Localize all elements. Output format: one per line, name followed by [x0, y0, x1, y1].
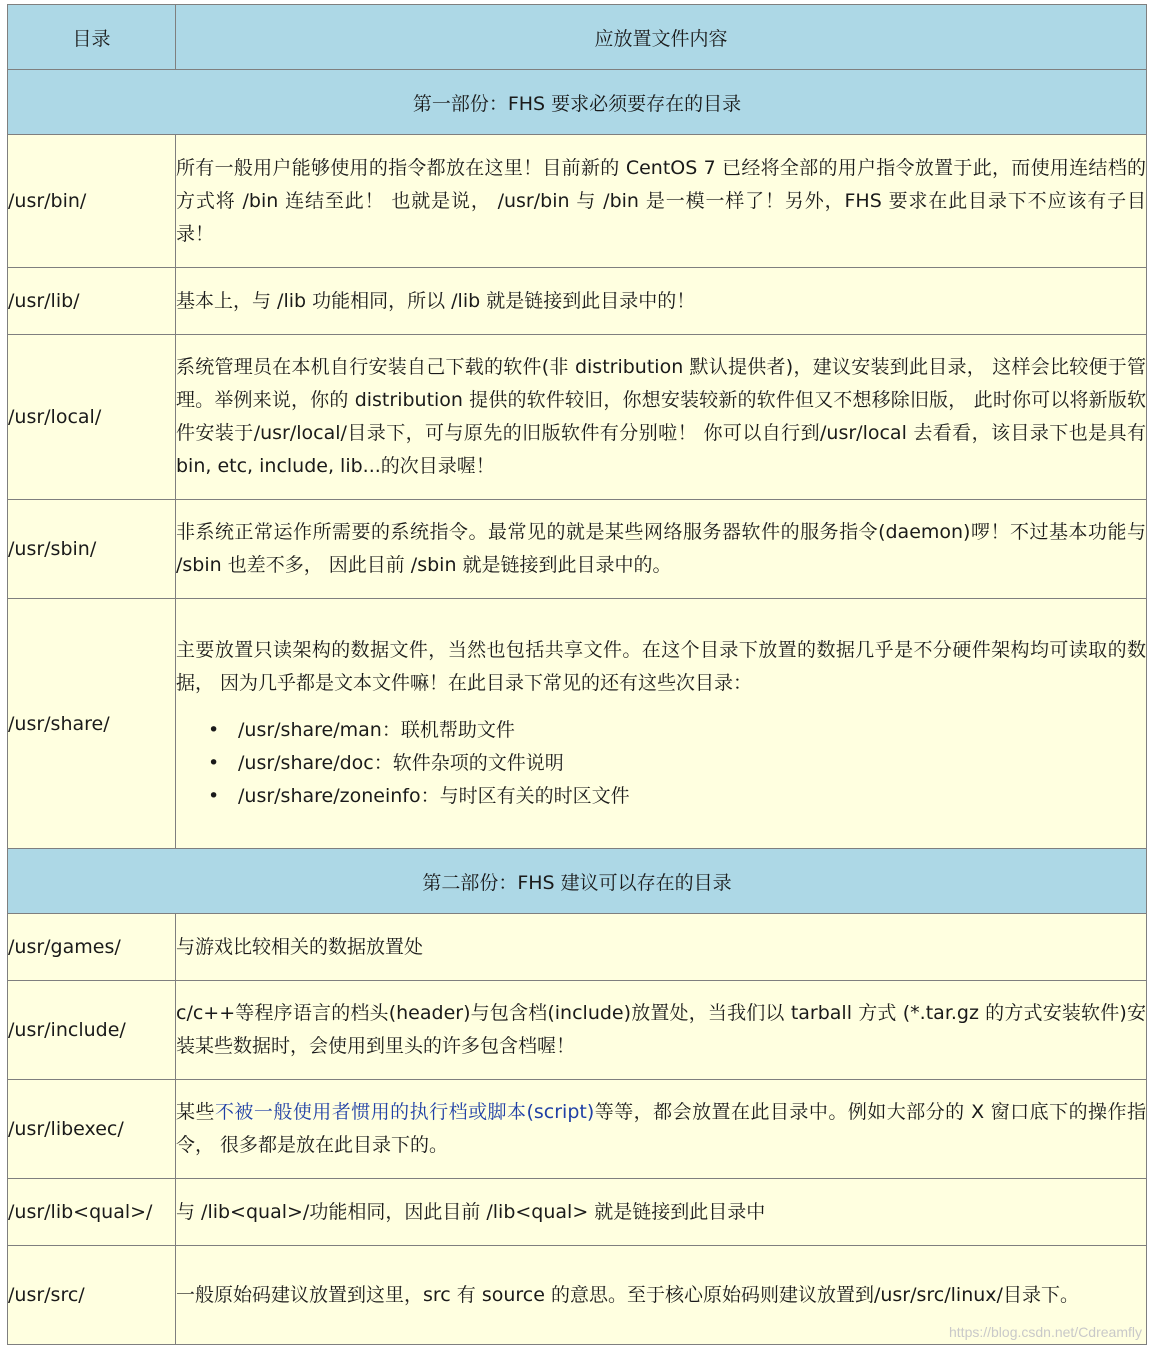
desc-cell — [176, 599, 1147, 849]
table-row — [8, 1080, 1147, 1179]
bullet-icon: • — [208, 752, 220, 774]
dir-cell: /usr/lib/ — [8, 268, 176, 335]
share-description: 主要放置只读架构的数据文件，当然也包括共享文件。在这个目录下放置的数据几乎是不分硬件架构均可读取的数据， 因为几乎都是文本文件嘛！在此目录下常见的还有这些次目录： — [176, 639, 1146, 694]
dir-cell: /usr/include/ — [8, 981, 176, 1080]
desc-cell: c/c++等程序语言的档头(header)与包含档(include)放置处，当我们以 tarball 方式 (*.tar.gz 的方式安装软件)安装某些数据时，会使用到里头的许多包含档喔！ — [176, 981, 1147, 1080]
desc-cell: 某些不被一般使用者惯用的执行档或脚本(script)等等，都会放置在此目录中。例如大部分的 X 窗口底下的操作指令， 很多都是放在此目录下的。 — [176, 1080, 1147, 1179]
section-row-required — [8, 70, 1147, 135]
dir-cell: /usr/lib<qual>/ — [8, 1179, 176, 1246]
column-header-content: 应放置文件内容 — [176, 5, 1147, 70]
desc-cell: 与 /lib<qual>/功能相同，因此目前 /lib<qual> 就是链接到此目录中 — [176, 1179, 1147, 1246]
dir-cell: /usr/bin/ — [8, 135, 176, 268]
list-item: • /usr/share/doc：软件杂项的文件说明 — [238, 747, 1146, 780]
dir-cell: /usr/sbin/ — [8, 500, 176, 599]
table-row — [8, 599, 1147, 849]
desc-cell: 与游戏比较相关的数据放置处 — [176, 914, 1147, 981]
section-title-recommended: 第二部份：FHS 建议可以存在的目录 — [8, 849, 1147, 914]
watermark: https://blog.csdn.net/Cdreamfly — [949, 1324, 1142, 1340]
desc-cell: 基本上，与 /lib 功能相同，所以 /lib 就是链接到此目录中的！ — [176, 268, 1147, 335]
desc-cell: 非系统正常运作所需要的系统指令。最常见的就是某些网络服务器软件的服务指令(daemon)啰！不过基本功能与 /sbin 也差不多， 因此目前 /sbin 就是链接到此目录中的。 — [176, 500, 1147, 599]
dir-cell: /usr/local/ — [8, 335, 176, 500]
bullet-icon: • — [208, 785, 220, 807]
fhs-usr-table — [7, 4, 1147, 1345]
bullet-icon: • — [208, 719, 220, 741]
dir-cell: /usr/src/ — [8, 1246, 176, 1345]
column-header-directory: 目录 — [8, 5, 176, 70]
table-row — [8, 500, 1147, 599]
share-subdir-list — [176, 714, 1146, 813]
table-row — [8, 335, 1147, 500]
list-item: • /usr/share/zoneinfo：与时区有关的时区文件 — [238, 780, 1146, 813]
desc-cell: 所有一般用户能够使用的指令都放在这里！目前新的 CentOS 7 已经将全部的用户指令放置于此，而使用连结档的方式将 /bin 连结至此！ 也就是说， /usr/bin 与 /bin 是一模一样了！另外，FHS 要求在此目录下不应该有子目录！ — [176, 135, 1147, 268]
dir-cell: /usr/share/ — [8, 599, 176, 849]
highlighted-phrase: 不被一般使用者惯用的执行档或脚本(script) — [214, 1101, 595, 1123]
desc-cell: 系统管理员在本机自行安装自己下载的软件(非 distribution 默认提供者)，建议安装到此目录， 这样会比较便于管理。举例来说，你的 distribution 提供的软件较旧，你想安装较新的软件但又不想移除旧版， 此时你可以将新版软件安装于/usr/local/目录下，可与原先的旧版软件有分别啦！ 你可以自行到/usr/local 去看看，该目录下也是具有 bin, etc, include, lib...的次目录喔！ — [176, 335, 1147, 500]
table-row — [8, 1179, 1147, 1246]
list-item: • /usr/share/man：联机帮助文件 — [238, 714, 1146, 747]
table-row — [8, 268, 1147, 335]
dir-cell: /usr/games/ — [8, 914, 176, 981]
table-row — [8, 914, 1147, 981]
section-row-recommended — [8, 849, 1147, 914]
table-header-row — [8, 5, 1147, 70]
desc-cell: 一般原始码建议放置到这里，src 有 source 的意思。至于核心原始码则建议放置到/usr/src/linux/目录下。 — [176, 1246, 1147, 1345]
section-title-required: 第一部份：FHS 要求必须要存在的目录 — [8, 70, 1147, 135]
table-row — [8, 135, 1147, 268]
table-row — [8, 981, 1147, 1080]
dir-cell: /usr/libexec/ — [8, 1080, 176, 1179]
